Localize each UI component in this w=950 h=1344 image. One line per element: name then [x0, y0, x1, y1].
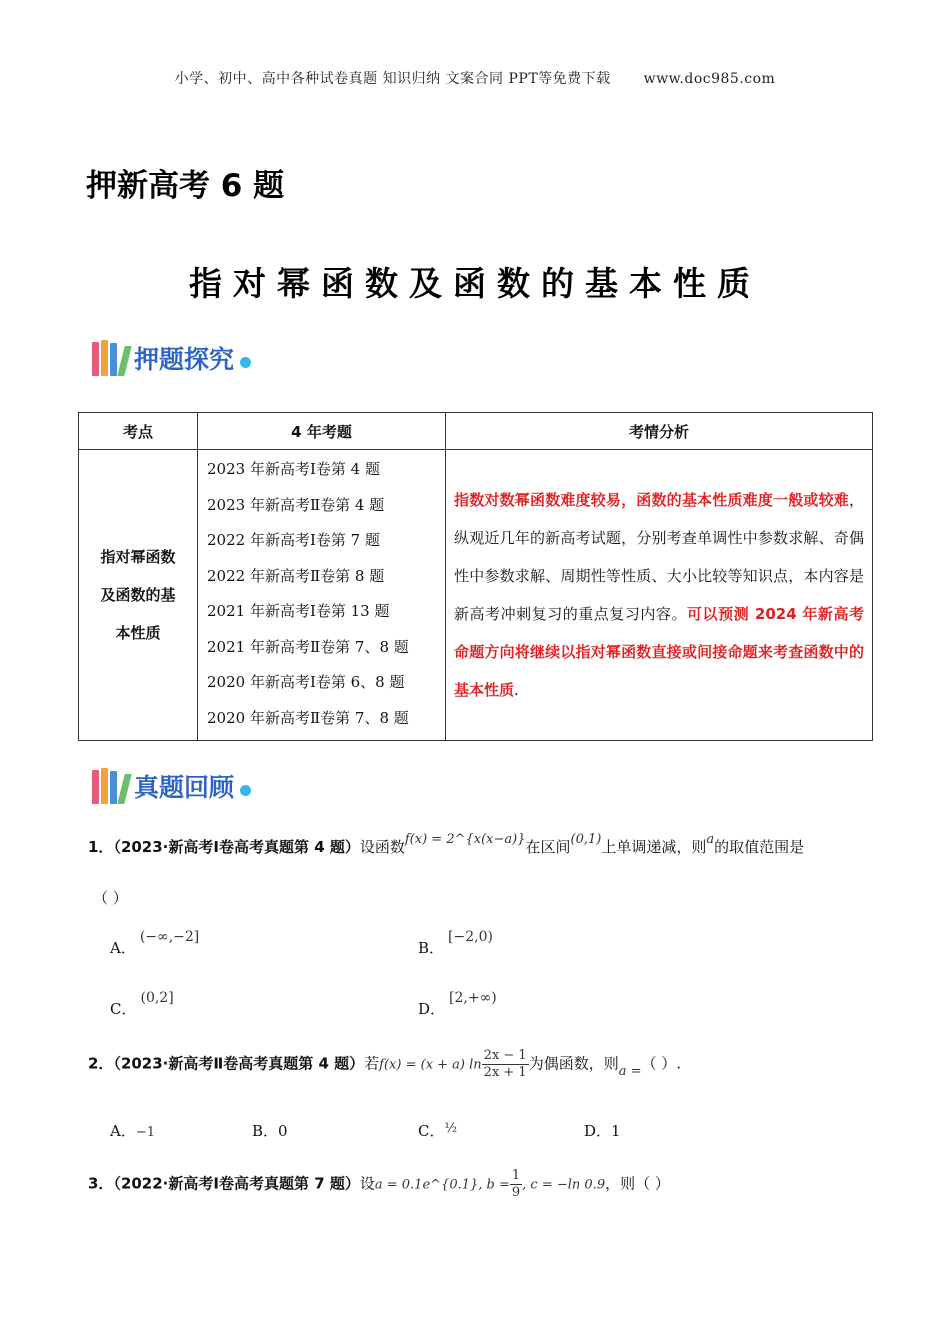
analysis-highlight-1: 指数对数幂函数难度较易，函数的基本性质难度一般或较难	[454, 491, 849, 509]
header-analysis: 考情分析	[446, 413, 873, 450]
question-source: （2022·新高考Ⅰ卷高考真题第 7 题）	[113, 1174, 360, 1193]
question-text: （ ）.	[641, 1054, 682, 1073]
analysis-end: .	[514, 681, 519, 699]
option-c[interactable]: C．(0,2]	[110, 990, 174, 1018]
option-d[interactable]: D．[2,+∞)	[418, 990, 497, 1018]
section-banner-review	[92, 764, 251, 808]
option-b[interactable]: B．[−2,0)	[418, 929, 493, 957]
section-title-explore: 押题探究	[134, 345, 235, 374]
question-text: 设	[359, 1174, 375, 1193]
math-expression: (0,1)	[570, 832, 602, 847]
question-1	[88, 832, 805, 857]
math-expression: f(x) = (x + a) ln	[379, 1057, 482, 1073]
header-exams: 4 年考题	[198, 413, 446, 450]
section-title-review: 真题回顾	[134, 773, 235, 802]
question-source: （2023·新高考Ⅰ卷高考真题第 4 题）	[113, 838, 360, 856]
header-text: 小学、初中、高中各种试卷真题 知识归纳 文案合同 PPT等免费下载	[174, 71, 611, 87]
math-expression: f(x) = 2^{x(x−a)}	[404, 832, 526, 847]
exam-list-cell	[198, 450, 446, 741]
question-text: 在区间	[525, 838, 571, 856]
series-title: 押新高考 6 题	[86, 168, 285, 204]
question-text: 上单调递减，则	[601, 838, 707, 856]
question-3	[88, 1168, 670, 1201]
topic-cell	[79, 450, 198, 741]
analysis-text: ，纵观近几年的新高考试题，分别考查单调性中参数求解、奇偶性中参数求解、周期性等性质、大小比较等知识点，本内容是新高考冲刺复习的重点复习内容。	[454, 491, 864, 623]
question-2	[88, 1048, 681, 1081]
main-title: 指对幂函数及函数的基本性质	[189, 264, 761, 303]
question-text: 设函数	[359, 838, 405, 856]
fraction: $\frac{2x - 1}{2x + 1}$	[483, 1048, 527, 1080]
table-row	[79, 450, 873, 741]
topic-line: 指对幂函数	[100, 548, 176, 566]
exam-item: 2023 年新高考Ⅰ卷第 4 题	[207, 460, 380, 478]
topic-line: 本性质	[115, 624, 161, 642]
exam-item: 2021 年新高考Ⅰ卷第 13 题	[207, 602, 390, 620]
exam-item: 2023 年新高考Ⅱ卷第 4 题	[207, 495, 385, 514]
page-header	[0, 68, 950, 88]
analysis-highlight-2: 可以预测 2024 年新高考命题方向将继续以指对幂函数直接或间接命题来考查函数中的基本性质	[454, 605, 864, 699]
question-text: 的取值范围是	[714, 838, 805, 856]
fraction: $\frac{1}{9}$	[511, 1168, 521, 1200]
option-a[interactable]: A．(−∞,−2]	[110, 929, 200, 957]
math-expression: a =	[618, 1063, 642, 1079]
question-text: 为偶函数，则	[528, 1054, 619, 1073]
exam-analysis-table	[78, 412, 873, 741]
math-expression: a = 0.1e^{0.1}, b =	[374, 1177, 510, 1193]
question-source: （2023·新高考Ⅱ卷高考真题第 4 题）	[113, 1054, 365, 1073]
books-icon	[92, 768, 130, 804]
question-number: 3．	[88, 1174, 114, 1193]
section-banner-explore	[92, 336, 251, 380]
header-url[interactable]: www.doc985.com	[643, 71, 776, 87]
question-text: 若	[364, 1054, 380, 1073]
option-d[interactable]: D．1	[584, 1122, 621, 1140]
option-a[interactable]: A．−1	[110, 1122, 156, 1140]
analysis-cell	[446, 450, 873, 741]
math-expression: a	[706, 832, 715, 847]
question-number: 1．	[88, 838, 114, 856]
exam-item: 2020 年新高考Ⅱ卷第 7、8 题	[207, 708, 409, 727]
option-c[interactable]: C．½	[418, 1121, 458, 1140]
dot-icon	[240, 357, 251, 368]
question-text: ，则（ ）	[605, 1174, 670, 1193]
exam-item: 2022 年新高考Ⅱ卷第 8 题	[207, 566, 385, 585]
header-topic: 考点	[79, 413, 198, 450]
exam-item: 2021 年新高考Ⅱ卷第 7、8 题	[207, 637, 409, 656]
dot-icon	[240, 785, 251, 796]
topic-line: 及函数的基	[100, 586, 176, 604]
table-header-row	[79, 413, 873, 450]
option-b[interactable]: B．0	[252, 1122, 288, 1140]
exam-item: 2020 年新高考Ⅰ卷第 6、8 题	[207, 673, 405, 691]
question-1-paren: （ ）	[93, 889, 128, 907]
math-expression: , c = −ln 0.9	[522, 1177, 606, 1193]
exam-item: 2022 年新高考Ⅰ卷第 7 题	[207, 531, 380, 549]
books-icon	[92, 340, 130, 376]
question-number: 2．	[88, 1054, 114, 1073]
